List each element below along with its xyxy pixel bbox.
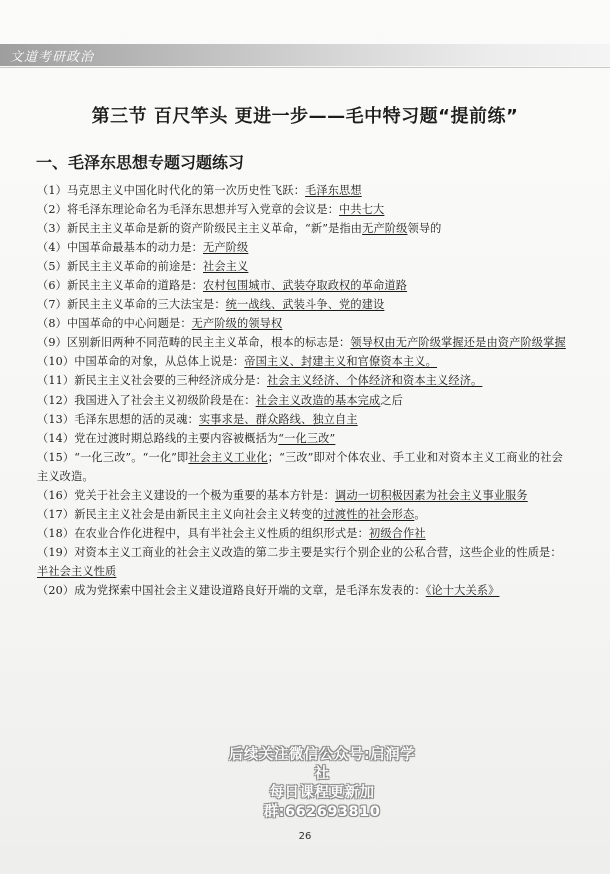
question-text: （19）对资本主义工商业的社会主义改造的第二步主要是实行个别企业的公私合营，这些企业的性质是：	[37, 545, 562, 559]
question-text: （11）新民主主义社会要的三种经济成分是：	[37, 374, 267, 388]
subsection-title: 一、毛泽东思想专题习题练习	[36, 153, 245, 172]
header-band	[0, 44, 610, 66]
question-tail: ；“三改”即对个体农业、手工业和对资本主义工商业的社会主义改造。	[37, 450, 563, 483]
question-text: （12）我国进入了社会主义初级阶段是在：	[37, 393, 256, 407]
question-text: （13）毛泽东思想的活的灵魂：	[37, 412, 199, 426]
answer-text: 无产阶级的领导权	[191, 317, 283, 331]
question-item	[37, 257, 571, 276]
answer-text: 初级合作社	[369, 526, 426, 540]
question-item	[37, 410, 571, 429]
watermark-line-1: 后续关注微信公众号:启润学社	[228, 747, 416, 782]
question-item	[37, 391, 571, 410]
question-text: （10）中国革命的对象，从总体上说是：	[37, 355, 245, 369]
question-item	[37, 543, 571, 581]
question-text: （16）党关于社会主义建设的一个极为重要的基本方针是：	[37, 488, 335, 502]
question-text: （18）在农业合作化进程中，具有半社会主义性质的组织形式是：	[37, 526, 369, 540]
question-item	[37, 524, 571, 543]
section-title: 第三节 百尺竿头 更进一步——毛中特习题“提前练”	[91, 106, 519, 127]
question-item	[37, 181, 571, 200]
question-item	[37, 276, 571, 295]
question-text: （1）马克思主义中国化时代化的第一次历史性飞跃：	[37, 184, 306, 197]
answer-text: 《论十大关系》	[425, 583, 500, 597]
question-text: （4）中国革命最基本的动力是：	[37, 241, 203, 255]
answer-text: 社会主义工业化	[188, 450, 268, 464]
question-item	[37, 219, 571, 238]
question-text: （8）中国革命的中心问题是：	[37, 317, 192, 331]
question-tail: 。	[414, 507, 426, 521]
answer-text: 实事求是、群众路线、独立自主	[198, 412, 358, 426]
answer-text: 中共七大	[339, 203, 385, 217]
question-item	[37, 448, 571, 486]
question-text: （9）区别新旧两种不同范畴的民主主义革命，根本的标志是：	[37, 336, 351, 350]
answer-text: 无产阶级	[203, 241, 249, 255]
question-item	[37, 333, 571, 352]
question-text: （5）新民主主义革命的前途是：	[37, 260, 203, 274]
question-text: （17）新民主主义社会是由新民主主义向社会主义转变的	[37, 507, 324, 521]
question-item	[37, 352, 571, 371]
answer-text: 领导权由无产阶级掌握还是由资产阶级掌握	[350, 336, 566, 350]
question-text: （20）成为党探索中国社会主义建设道路良好开端的文章，是毛泽东发表的：	[37, 583, 426, 597]
answer-text: 社会主义	[203, 260, 249, 274]
question-item	[37, 295, 571, 314]
answer-text: 统一战线、武装斗争、党的建设	[225, 298, 385, 312]
question-text: （15）“一化三改”。“一化”即	[37, 450, 189, 464]
page-number: 26	[298, 831, 312, 842]
header-brand: 文道考研政治	[10, 50, 95, 65]
answer-text: 无产阶级	[362, 222, 408, 236]
watermark-line-2: 每日课程更新加群:662693810	[263, 785, 381, 820]
question-item	[37, 429, 571, 448]
question-item	[37, 371, 571, 390]
question-text: （14）党在过渡时期总路线的主要内容被概括为	[37, 431, 279, 445]
question-tail: 领导的	[407, 222, 442, 236]
question-list	[37, 181, 571, 600]
question-text: （2）将毛泽东理论命名为毛泽东思想并写入党章的会议是：	[37, 203, 340, 217]
answer-text: 半社会主义性质	[37, 564, 117, 578]
question-text: （6）新民主主义革命的道路是：	[37, 279, 203, 293]
question-item	[37, 200, 571, 219]
question-item	[37, 314, 571, 333]
answer-text: 毛泽东思想	[305, 184, 362, 197]
header-divider	[0, 67, 610, 68]
question-text: （3）新民主主义革命是新的资产阶级民主主义革命，“新”是指由	[37, 222, 363, 236]
answer-text: 社会主义改造的基本完成	[255, 393, 381, 407]
question-item	[37, 581, 571, 600]
question-text: （7）新民主主义革命的三大法宝是：	[37, 298, 226, 312]
answer-text: 农村包围城市、武装夺取政权的革命道路	[203, 279, 408, 293]
answer-text: 过渡性的社会形态	[323, 507, 415, 521]
answer-text: 帝国主义、封建主义和官僚资本主义。	[244, 355, 438, 369]
question-item	[37, 505, 571, 524]
answer-text: 调动一切积极因素为社会主义事业服务	[334, 488, 528, 502]
question-tail: 之后	[380, 393, 404, 407]
question-item	[37, 238, 571, 257]
question-item	[37, 486, 571, 505]
answer-text: “一化三改”	[278, 431, 336, 445]
watermark	[222, 746, 422, 822]
answer-text: 社会主义经济、个体经济和资本主义经济。	[266, 374, 483, 388]
